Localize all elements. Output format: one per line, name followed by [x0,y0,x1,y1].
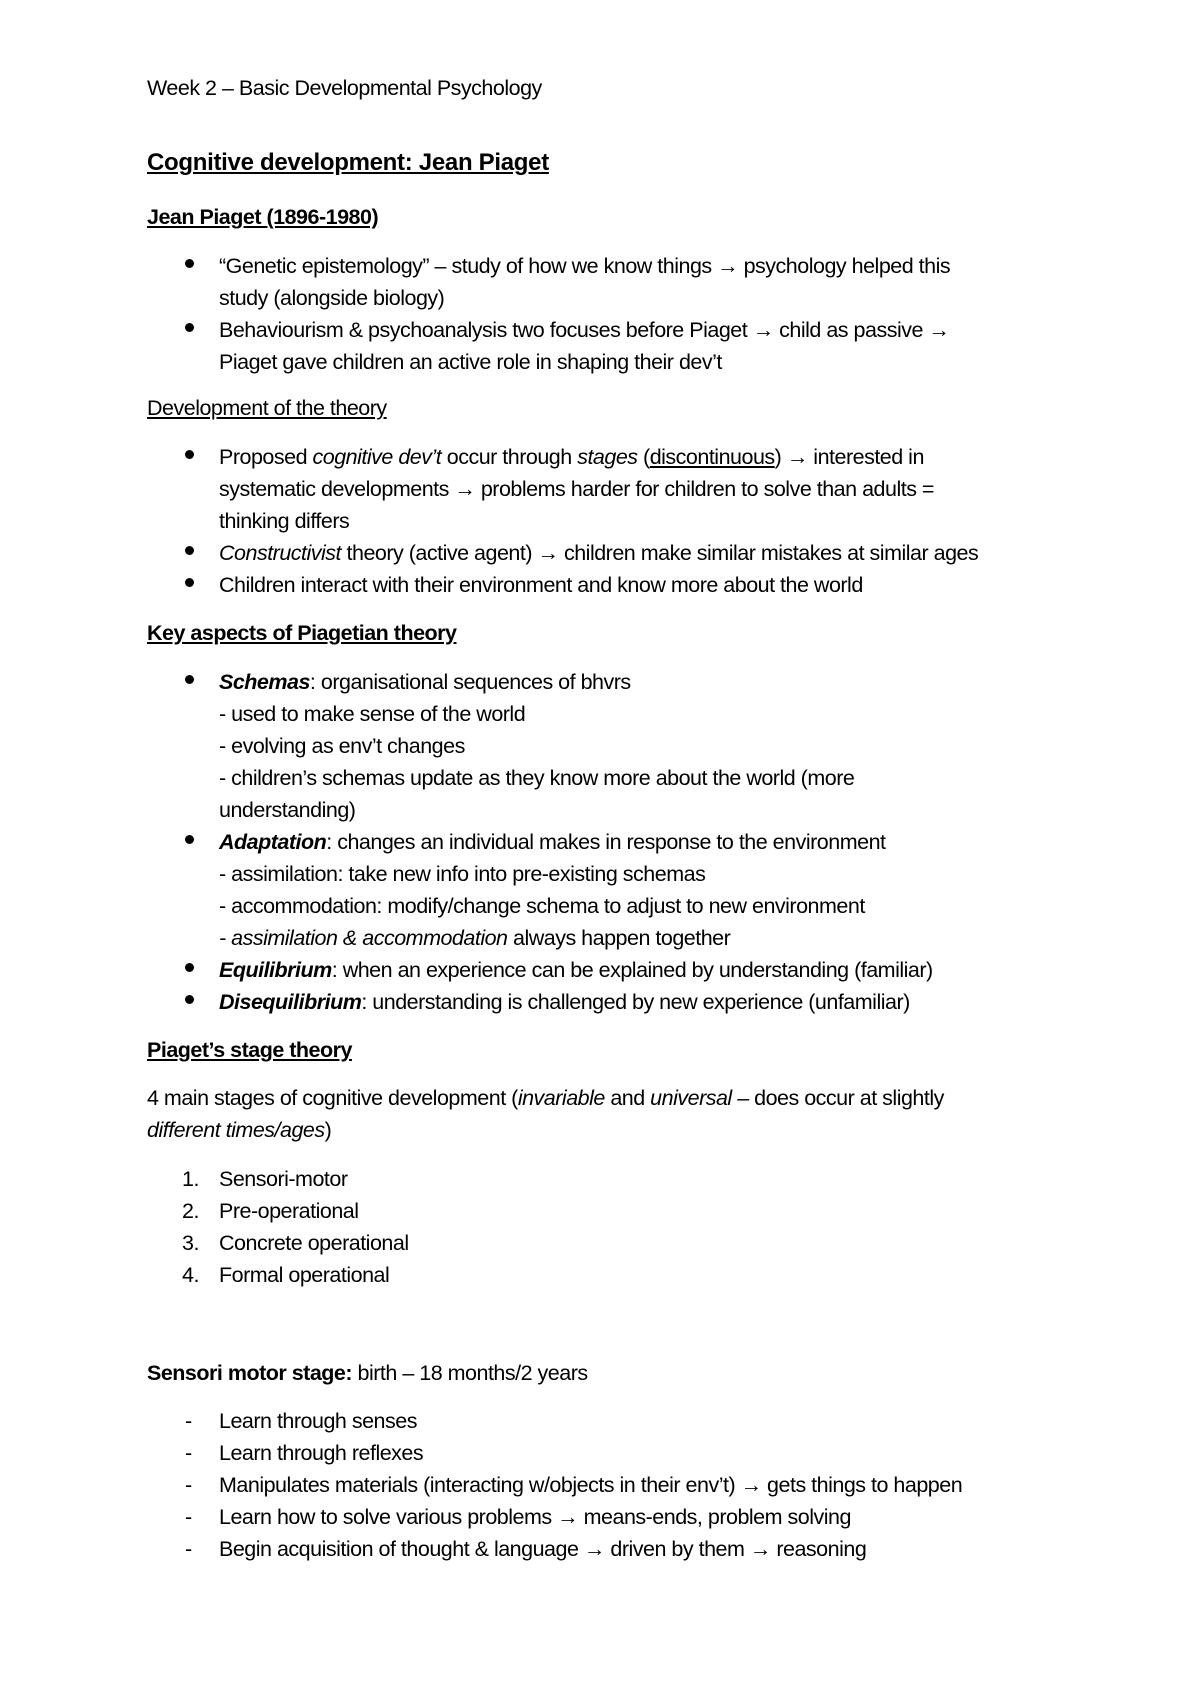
list-number: 1. [182,1167,199,1191]
bullet-text: Adaptation: changes an individual makes in response to the environment [219,830,886,854]
list-number: 4. [182,1263,199,1287]
arrow-icon: → [749,1537,771,1561]
bullet-text: thinking differs [219,509,350,533]
bullet-subline: - children’s schemas update as they know more about the world (more [219,766,855,790]
document-header: Week 2 – Basic Developmental Psychology [147,76,542,100]
section-heading-jean-piaget: Jean Piaget (1896-1980) [147,205,379,229]
stage-intro: 4 main stages of cognitive development (invariable and universal – does occur at slightly [147,1086,944,1110]
dash-marker: - [185,1505,192,1529]
arrow-icon: → [557,1505,579,1529]
arrow-icon: → [752,318,774,342]
list-item: Begin acquisition of thought & language → driven by them → reasoning [219,1537,867,1561]
bullet-text: Piaget gave children an active role in shaping their dev’t [219,350,722,374]
list-item: Sensori-motor [219,1167,348,1191]
bullet-icon [185,546,194,555]
list-item: Formal operational [219,1263,390,1287]
list-item: Learn through reflexes [219,1441,424,1465]
bullet-text: Behaviourism & psychoanalysis two focuses before Piaget → child as passive → [219,318,950,342]
dash-marker: - [185,1409,192,1433]
bullet-subline: - evolving as env’t changes [219,734,465,758]
arrow-icon: → [583,1537,605,1561]
list-item: Learn how to solve various problems → means-ends, problem solving [219,1505,851,1529]
arrow-icon: → [786,445,808,469]
arrow-icon: → [454,477,476,501]
bullet-icon [185,963,194,972]
section-heading-development: Development of the theory [147,396,387,420]
bullet-icon [185,675,194,684]
bullet-text: Constructivist theory (active agent) → children make similar mistakes at similar ages [219,541,979,565]
list-item: Manipulates materials (interacting w/objects in their env’t) → gets things to happen [219,1473,963,1497]
bullet-text: Children interact with their environment and know more about the world [219,573,863,597]
bullet-text: systematic developments → problems harder for children to solve than adults = [219,477,934,501]
list-item: Concrete operational [219,1231,409,1255]
page-title: Cognitive development: Jean Piaget [147,149,549,176]
bullet-icon [185,578,194,587]
bullet-icon [185,323,194,332]
bullet-text: “Genetic epistemology” – study of how we know things → psychology helped this [219,254,951,278]
bullet-text: Equilibrium: when an experience can be explained by understanding (familiar) [219,958,933,982]
list-number: 2. [182,1199,199,1223]
list-item: Learn through senses [219,1409,417,1433]
dash-marker: - [185,1537,192,1561]
dash-marker: - [185,1473,192,1497]
bullet-subline: - used to make sense of the world [219,702,526,726]
bullet-subline: - accommodation: modify/change schema to adjust to new environment [219,894,865,918]
list-number: 3. [182,1231,199,1255]
bullet-text: Disequilibrium: understanding is challenged by new experience (unfamiliar) [219,990,910,1014]
section-heading-stage-theory: Piaget’s stage theory [147,1038,352,1062]
arrow-icon: → [537,541,559,565]
stage-intro: different times/ages) [147,1118,332,1142]
bullet-subline: - assimilation & accommodation always happen together [219,926,731,950]
list-item: Pre-operational [219,1199,359,1223]
bullet-text: Schemas: organisational sequences of bhvrs [219,670,631,694]
bullet-text: study (alongside biology) [219,286,445,310]
bullet-icon [185,835,194,844]
bullet-icon [185,259,194,268]
bullet-icon [185,450,194,459]
bullet-icon [185,995,194,1004]
arrow-icon: → [928,318,950,342]
bullet-subline: - assimilation: take new info into pre-existing schemas [219,862,706,886]
section-heading-key-aspects: Key aspects of Piagetian theory [147,621,457,645]
arrow-icon: → [740,1473,762,1497]
arrow-icon: → [717,254,739,278]
dash-marker: - [185,1441,192,1465]
bullet-text: Proposed cognitive dev’t occur through stages (discontinuous) → interested in [219,445,924,469]
bullet-subline: understanding) [219,798,356,822]
section-heading-sensori-motor: Sensori motor stage: birth – 18 months/2 years [147,1361,588,1385]
